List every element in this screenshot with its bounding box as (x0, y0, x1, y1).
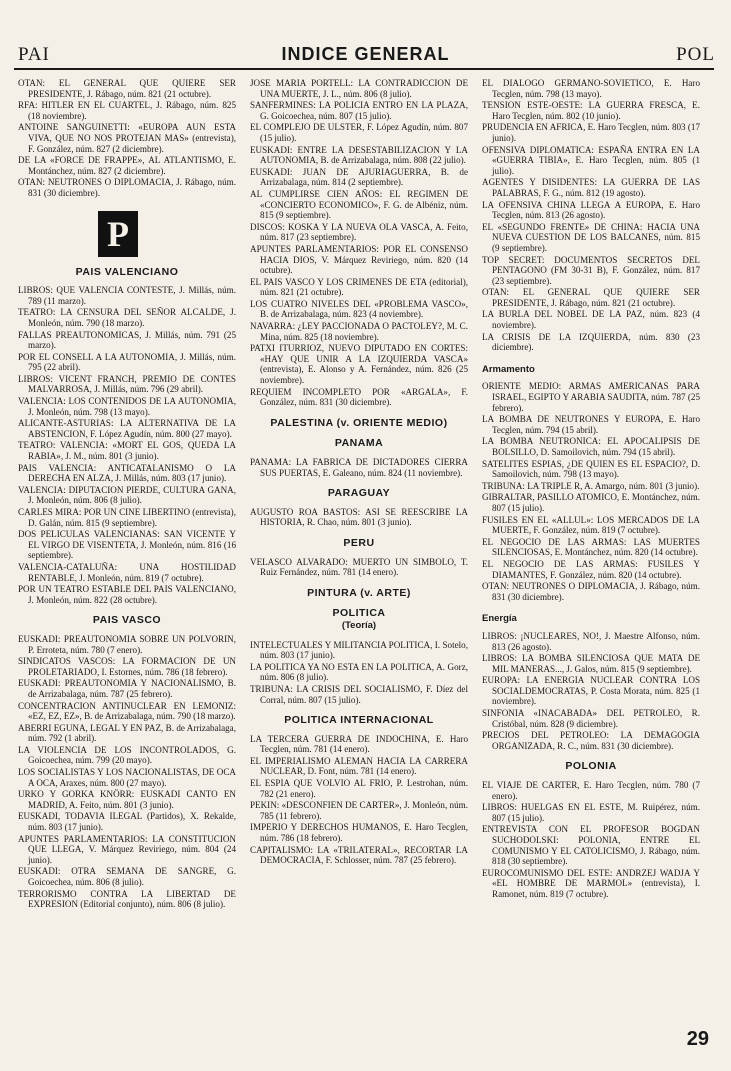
index-entry: EL VIAJE DE CARTER, E. Haro Tecglen, núm. 780 (7 enero). (482, 780, 700, 801)
subsection-heading: Energía (482, 613, 517, 625)
index-entry: EUSKADI: PREAUTONOMIA SOBRE UN POLVORIN, P. Erroteta, núm. 780 (7 enero). (18, 633, 236, 655)
index-entry: LIBROS: HUELGAS EN EL ESTE, M. Ruipérez, núm. 807 (15 julio). (482, 802, 700, 823)
index-entry: SANFERMINES: LA POLICIA ENTRO EN LA PLAZA, G. Goicoechea, núm. 807 (15 julio). (250, 100, 468, 121)
index-entry: RFA: HITLER EN EL CUARTEL, J. Rábago, núm. 825 (18 noviembre). (18, 100, 236, 121)
index-entry: TEATRO: VALENCIA: «MORT EL GOS, QUEDA LA RABIA», J. M., núm. 801 (3 junio). (18, 440, 236, 462)
index-entry: ENTREVISTA CON EL PROFESOR BOGDAN SUCHODOLSKI: POLONIA, ENTRE EL COMUNISMO Y EL CATOLICISMO, J. Rábago, núm. 818 (30 septiembre). (482, 824, 700, 867)
index-entry: LA POLITICA YA NO ESTA EN LA POLITICA, A. Gorz, núm. 806 (8 julio). (250, 661, 468, 683)
entry-list (250, 557, 468, 578)
index-entry: VALENCIA-CATALUÑA: UNA HOSTILIDAD RENTABLE, J. Monleón, núm. 819 (7 octubre). (18, 561, 236, 583)
index-entry: INTELECTUALES Y MILITANCIA POLITICA, I. Sotelo, núm. 803 (17 junio). (250, 639, 468, 661)
index-entry: LIBROS: LA BOMBA SILENCIOSA QUE MATA DE MIL MANERAS..., J. Galos, núm. 815 (9 septiembre). (482, 653, 700, 674)
index-entry: NAVARRA: ¿LEY PACCIONADA O PACTOLEY?, M. C. Mina, núm. 825 (18 noviembre). (250, 321, 468, 342)
index-entry: AUGUSTO ROA BASTOS: ASI SE REESCRIBE LA HISTORIA, R. Chao, núm. 801 (3 junio). (250, 506, 468, 528)
index-entry: ORIENTE MEDIO: ARMAS AMERICANAS PARA ISRAEL, EGIPTO Y ARABIA SAUDITA, núm. 787 (25 febrero). (482, 381, 700, 413)
index-entry: PANAMA: LA FABRICA DE DICTADORES CIERRA SUS PUERTAS, E. Galeano, núm. 824 (11 noviembre). (250, 457, 468, 478)
entry-list (250, 457, 468, 478)
index-entry: POR UN TEATRO ESTABLE DEL PAIS VALENCIANO, J. Monleón, núm. 822 (28 octubre). (18, 584, 236, 605)
index-entry: EL DIALOGO GERMANO-SOVIETICO, E. Haro Tecglen, núm. 798 (13 mayo). (482, 78, 700, 99)
index-entry: LA TERCERA GUERRA DE INDOCHINA, E. Haro Tecglen, núm. 781 (14 enero). (250, 733, 468, 755)
index-entry: LA BOMBA NEUTRONICA: EL APOCALIPSIS DE BOLSILLO, D. Samoilovich, núm. 794 (15 abril). (482, 436, 700, 457)
index-entry: EUSKADI, TODAVIA ILEGAL (Partidos), X. Rekalde, núm. 803 (17 junio). (18, 811, 236, 833)
index-entry: JOSE MARIA PORTELL: LA CONTRADICCION DE UNA MUERTE, J. L., núm. 806 (8 julio). (250, 78, 468, 99)
index-entry: AL CUMPLIRSE CIEN AÑOS: EL REGIMEN DE «CONCIERTO ECONOMICO», F. G. de Albéniz, núm. 815 (9 septiembre). (250, 188, 468, 221)
index-entry: EL IMPERIALISMO ALEMAN HACIA LA CARRERA NUCLEAR, D. Font, núm. 781 (14 enero). (250, 755, 468, 777)
column-2 (250, 78, 468, 867)
index-entry: CAPITALISMO: LA «TRILATERAL», RECORTAR LA DEMOCRACIA, F. Schlosser, núm. 787 (25 febrero). (250, 844, 468, 866)
index-entry: OTAN: NEUTRONES O DIPLOMACIA, J. Rábago, núm. 831 (30 diciembre). (482, 581, 700, 602)
index-entry: PATXI ITURRIOZ, NUEVO DIPUTADO EN CORTES: «HAY QUE UNIR A LA IZQUIERDA VASCA» (entrevista), E. Alonso y A. Fernández, núm. 826 (25 noviembre). (250, 343, 468, 386)
index-entry: EUSKADI: ENTRE LA DESESTABILIZACION Y LA AUTONOMIA, B. de Arrizabalaga, núm. 808 (22 julio). (250, 144, 468, 166)
index-entry: LA CRISIS DE LA IZQUIERDA, núm. 830 (23 diciembre). (482, 331, 700, 353)
index-entry: FALLAS PREAUTONOMICAS, J. Millás, núm. 791 (25 marzo). (18, 329, 236, 351)
index-entry: LA BURLA DEL NOBEL DE LA PAZ, núm. 823 (4 noviembre). (482, 309, 700, 331)
index-entry: APUNTES PARLAMENTARIOS: LA CONSTITUCION QUE LLEGA, V. Márquez Reviriego, núm. 804 (24 junio). (18, 833, 236, 865)
index-entry: EL PAIS VASCO Y LOS CRIMENES DE ETA (editorial), núm. 821 (21 octubre). (250, 276, 468, 298)
index-entry: FUSILES EN EL «ALLUL»: LOS MERCADOS DE LA MUERTE, F. González, núm. 819 (7 octubre). (482, 514, 700, 536)
header-range-end: POL (676, 44, 715, 65)
index-entry: SINDICATOS VASCOS: LA FORMACION DE UN PROLETARIADO, I. Estornes, núm. 786 (18 febrero). (18, 656, 236, 677)
index-entry: EUSKADI: OTRA SEMANA DE SANGRE, G. Goicoechea, núm. 806 (8 julio). (18, 866, 236, 887)
index-entry: TOP SECRET: DOCUMENTOS SECRETOS DEL PENTAGONO (FM 30-31 B), F. González, núm. 817 (23 septiembre). (482, 254, 700, 286)
entry-list (482, 631, 700, 752)
entry-list (18, 634, 236, 910)
index-entry: EL COMPLEJO DE ULSTER, F. López Agudín, núm. 807 (15 julio). (250, 122, 468, 143)
index-entry: LA VIOLENCIA DE LOS INCONTROLADOS, G. Goicoechea, núm. 799 (20 mayo). (18, 744, 236, 766)
entry-list (482, 381, 700, 602)
index-entry: ABERRI EGUNA, LEGAL Y EN PAZ, B. de Arrizabalaga, núm. 792 (1 abril). (18, 722, 236, 744)
index-entry: IMPERIO Y DERECHOS HUMANOS, E. Haro Tecglen, núm. 786 (18 febrero). (250, 822, 468, 844)
section-subheading: (Teoría) (341, 619, 377, 631)
section-heading: PINTURA (v. ARTE) (307, 586, 411, 599)
index-entry: DISCOS: KOSKA Y LA NUEVA OLA VASCA, A. Feito, núm. 817 (23 septiembre). (250, 221, 468, 243)
index-entry: URKO Y GORKA KNÖRR: EUSKADI CANTO EN MADRID, A. Feito, núm. 801 (3 junio). (18, 789, 236, 810)
entry-list (250, 507, 468, 528)
index-entry: DE LA «FORCE DE FRAPPE», AL ATLANTISMO, E. Montánchez, núm. 827 (2 diciembre). (18, 155, 236, 176)
index-entry: PRUDENCIA EN AFRICA, E. Haro Tecglen, núm. 803 (17 junio). (482, 122, 700, 143)
index-entry: LOS CUATRO NIVELES DEL «PROBLEMA VASCO», B. de Arrizabalaga, núm. 823 (4 noviembre). (250, 298, 468, 320)
index-entry: TEATRO: LA CENSURA DEL SEÑOR ALCALDE, J. Monleón, núm. 790 (18 marzo). (18, 307, 236, 328)
index-entry: PRECIOS DEL PETROLEO: LA DEMAGOGIA ORGANIZADA, R. C., núm. 831 (30 diciembre). (482, 730, 700, 751)
index-entry: REQUIEM INCOMPLETO POR «ARGALA», F. González, núm. 831 (30 diciembre). (250, 386, 468, 408)
index-entry: TRIBUNA: LA CRISIS DEL SOCIALISMO, F. Díez del Corral, núm. 807 (15 julio). (250, 683, 468, 705)
index-entry: EL NEGOCIO DE LAS ARMAS: LAS MUERTES SILENCIOSAS, E. Montánchez, núm. 820 (14 octubre). (482, 536, 700, 558)
index-entry: LIBROS: VICENT FRANCH, PREMIO DE CONTES MALVARROSA, J. Millás, núm. 796 (29 abril). (18, 373, 236, 395)
page-number: 29 (686, 1028, 709, 1050)
index-entry: OTAN: EL GENERAL QUE QUIERE SER PRESIDENTE, J. Rábago, núm. 821 (21 octubre). (482, 287, 700, 308)
index-entry: PEKIN: «DESCONFIEN DE CARTER», J. Monleón, núm. 785 (11 febrero). (250, 800, 468, 821)
subsection-heading: Armamento (482, 363, 535, 375)
index-entry: APUNTES PARLAMENTARIOS: POR EL CONSENSO HACIA DIOS, V. Márquez Reviriego, núm. 820 (14 octubre). (250, 243, 468, 276)
column-1 (18, 78, 236, 911)
entry-list (18, 285, 236, 605)
index-entry: EUROPA: LA ENERGIA NUCLEAR CONTRA LOS SOCIALDEMOCRATAS, P. Costa Morata, núm. 825 (1 noviembre). (482, 675, 700, 707)
column-3 (482, 78, 700, 901)
section-heading: POLITICA (332, 607, 386, 620)
index-entry: OTAN: EL GENERAL QUE QUIERE SER PRESIDENTE, J. Rábago, núm. 821 (21 octubre). (18, 78, 236, 99)
index-entry: TRIBUNA: LA TRIPLE R, A. Amargo, núm. 801 (3 junio). (482, 480, 700, 491)
section-heading: PERU (343, 536, 375, 549)
index-entry: EUROCOMUNISMO DEL ESTE: ANDRZEJ WADJA Y «EL HOMBRE DE MARMOL» (entrevista), I. Ramonet, núm. 819 (7 octubre). (482, 867, 700, 899)
index-entry: ANTOINE SANGUINETTI: «EUROPA AUN ESTA VIVA, QUE NO NOS PROTEJAN MAS» (entrevista), F. González, núm. 827 (2 diciembre). (18, 122, 236, 154)
index-entry: LA OFENSIVA CHINA LLEGA A EUROPA, E. Haro Tecglen, núm. 813 (26 agosto). (482, 199, 700, 221)
index-entry: EUSKADI: JUAN DE AJURIAGUERRA, B. de Arrizabalaga, núm. 814 (2 septiembre). (250, 166, 468, 188)
index-entry: CARLES MIRA: POR UN CINE LIBERTINO (entrevista), D. Galán, núm. 815 (9 septiembre). (18, 507, 236, 528)
entry-list (250, 734, 468, 866)
index-entry: AGENTES Y DISIDENTES: LA GUERRA DE LAS PALABRAS, F. G., núm. 812 (19 agosto). (482, 177, 700, 198)
page-title: INDICE GENERAL (281, 44, 450, 64)
index-entry: EL NEGOCIO DE LAS ARMAS: FUSILES Y DIAMANTES, F. González, núm. 820 (14 octubre). (482, 558, 700, 580)
entry-list (250, 640, 468, 706)
index-entry: LIBROS: ¡NUCLEARES, NO!, J. Maestre Alfonso, núm. 813 (26 agosto). (482, 630, 700, 652)
section-heading: PALESTINA (v. ORIENTE MEDIO) (270, 416, 448, 429)
index-entry: POR EL CONSELL A LA AUTONOMIA, J. Millás, núm. 795 (22 abril). (18, 351, 236, 373)
section-heading: PAIS VALENCIANO (75, 265, 179, 278)
index-entry: OTAN: NEUTRONES O DIPLOMACIA, J. Rábago, núm. 831 (30 diciembre). (18, 177, 236, 198)
index-entry: ALICANTE-ASTURIAS: LA ALTERNATIVA DE LA ABSTENCION, F. López Agudín, núm. 800 (27 mayo). (18, 418, 236, 439)
index-entry: EL ESPIA QUE VOLVIO AL FRIO, P. Lestrohan, núm. 782 (21 enero). (250, 778, 468, 799)
index-entry: LA BOMBA DE NEUTRONES Y EUROPA, E. Haro Tecglen, núm. 794 (15 abril). (482, 414, 700, 435)
index-entry: EL «SEGUNDO FRENTE» DE CHINA: HACIA UNA NUEVA CUESTION DE LOS BALCANES, núm. 815 (9 septiembre). (482, 221, 700, 253)
index-entry: SINFONIA «INACABADA» DEL PETROLEO, R. Cristóbal, núm. 828 (9 diciembre). (482, 708, 700, 729)
index-entry: VELASCO ALVARADO: MUERTO UN SIMBOLO, T. Ruiz Fernández, núm. 781 (14 enero). (250, 556, 468, 578)
section-heading: PAIS VASCO (92, 614, 162, 627)
index-entry: SATELITES ESPIAS, ¿DE QUIEN ES EL ESPACIO?, D. Samoilovich, núm. 798 (13 mayo). (482, 458, 700, 480)
entry-list (482, 78, 700, 353)
index-entry: EUSKADI: PREAUTONOMIA Y NACIONALISMO, B. de Arrizabalaga, núm. 787 (25 febrero). (18, 678, 236, 699)
index-entry: GIBRALTAR, PASILLO ATOMICO, E. Montánchez, núm. 807 (15 julio). (482, 492, 700, 513)
header-range-start: PAI (18, 44, 50, 65)
index-entry: LOS SOCIALISTAS Y LOS NACIONALISTAS, DE OCA A OCA, Araxes, núm. 800 (27 mayo). (18, 767, 236, 788)
index-entry: VALENCIA: DIPUTACION PIERDE, CULTURA GANA, J. Monleón, núm. 806 (8 julio). (18, 484, 236, 506)
index-entry: OFENSIVA DIPLOMATICA: ESPAÑA ENTRA EN LA «GUERRA TIBIA», E. Haro Tecglen, núm. 805 (1 julio). (482, 144, 700, 176)
section-letter: P (98, 211, 138, 257)
index-entry: LIBROS: QUE VALENCIA CONTESTE, J. Millás, núm. 789 (11 marzo). (18, 285, 236, 306)
section-heading: PARAGUAY (327, 487, 391, 500)
section-heading: POLONIA (565, 760, 617, 773)
index-entry: PAIS VALENCIA: ANTICATALANISMO O LA DERECHA EN ALZA, J. Millás, núm. 803 (17 junio). (18, 462, 236, 484)
entry-list (18, 78, 236, 199)
entry-list (482, 780, 700, 900)
section-heading: PANAMA (334, 437, 384, 450)
index-entry: CONCENTRACION ANTINUCLEAR EN LEMONIZ: «EZ, EZ, EZ», B. de Arrizabalaga, núm. 790 (18 marzo). (18, 700, 236, 722)
index-entry: DOS PELICULAS VALENCIANAS: SAN VICENTE Y EL VIRGO DE VISENTETA, J. Monleón, núm. 816 (16 septiembre). (18, 529, 236, 561)
header-rule (14, 68, 714, 70)
section-heading: POLITICA INTERNACIONAL (284, 714, 434, 727)
index-entry: TENSION ESTE-OESTE: LA GUERRA FRESCA, E. Haro Tecglen, núm. 802 (10 junio). (482, 100, 700, 121)
index-entry: VALENCIA: LOS CONTENIDOS DE LA AUTONOMIA, J. Monleón, núm. 798 (13 mayo). (18, 396, 236, 417)
entry-list (250, 78, 468, 408)
index-entry: TERRORISMO CONTRA LA LIBERTAD DE EXPRESION (Editorial conjunto), núm. 806 (8 julio). (18, 888, 236, 910)
